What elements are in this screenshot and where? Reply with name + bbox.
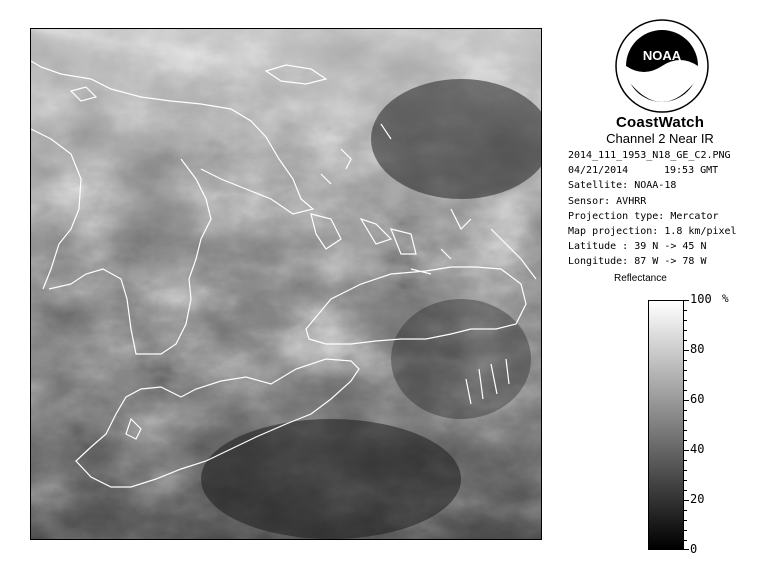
- colorbar-tick: [684, 340, 687, 341]
- legend-title: Reflectance: [614, 273, 667, 284]
- page-title: CoastWatch: [615, 114, 705, 131]
- colorbar-tick-label: 0: [690, 542, 698, 556]
- colorbar-tick: [684, 430, 687, 431]
- colorbar-tick: [684, 330, 687, 331]
- colorbar-tick: [684, 390, 687, 391]
- colorbar-tick: [684, 490, 687, 491]
- colorbar-tick: [684, 500, 689, 501]
- metadata-panel: [568, 148, 778, 270]
- colorbar-tick-label: 40: [690, 442, 705, 456]
- colorbar-tick-label: 100: [690, 292, 712, 306]
- colorbar-tick: [684, 360, 687, 361]
- colorbar-tick: [684, 350, 689, 351]
- map-projection-label: Map projection: 1.8 km/pixel: [568, 226, 737, 238]
- colorbar-tick: [684, 480, 687, 481]
- logo-text: NOAA: [642, 48, 682, 63]
- colorbar-tick: [684, 510, 687, 511]
- channel-label: Channel 2 Near IR: [606, 131, 714, 146]
- colorbar-tick: [684, 370, 687, 371]
- colorbar-tick: [684, 520, 687, 521]
- colorbar-tick-label: 20: [690, 492, 705, 506]
- sensor-label: Sensor: AVHRR: [568, 195, 647, 207]
- colorbar-tick: [684, 300, 689, 301]
- satellite-map[interactable]: [30, 28, 542, 540]
- projection-type-label: Projection type: Mercator: [568, 210, 719, 222]
- colorbar-tick: [684, 460, 687, 461]
- colorbar-tick: [684, 440, 687, 441]
- satellite-image: [31, 29, 541, 539]
- latitude-label: Latitude : 39 N -> 45 N: [568, 241, 707, 253]
- colorbar-tick: [684, 320, 687, 321]
- colorbar-tick: [684, 540, 687, 541]
- longitude-label: Longitude: 87 W -> 78 W: [568, 256, 707, 268]
- colorbar-tick: [684, 470, 687, 471]
- colorbar-tick: [684, 530, 687, 531]
- colorbar-tick: [684, 410, 687, 411]
- colorbar-tick: [684, 310, 687, 311]
- date-time-row: [568, 163, 778, 178]
- colorbar-tick: [684, 380, 687, 381]
- time-label: 19:53 GMT: [664, 165, 719, 177]
- colorbar-tick-label: 60: [690, 392, 705, 406]
- date-label: 04/21/2014: [568, 165, 629, 177]
- colorbar-tick: [684, 400, 689, 401]
- colorbar-tick: [684, 549, 689, 550]
- colorbar-tick: [684, 450, 689, 451]
- filename: 2014_111_1953_N18_GE_C2.PNG: [568, 150, 731, 161]
- colorbar-tick: [684, 420, 687, 421]
- noaa-logo-icon: [614, 18, 710, 114]
- satellite-label: Satellite: NOAA-18: [568, 180, 677, 192]
- reflectance-colorbar: [648, 300, 684, 550]
- legend-unit: %: [722, 292, 729, 305]
- colorbar-tick-label: 80: [690, 342, 705, 356]
